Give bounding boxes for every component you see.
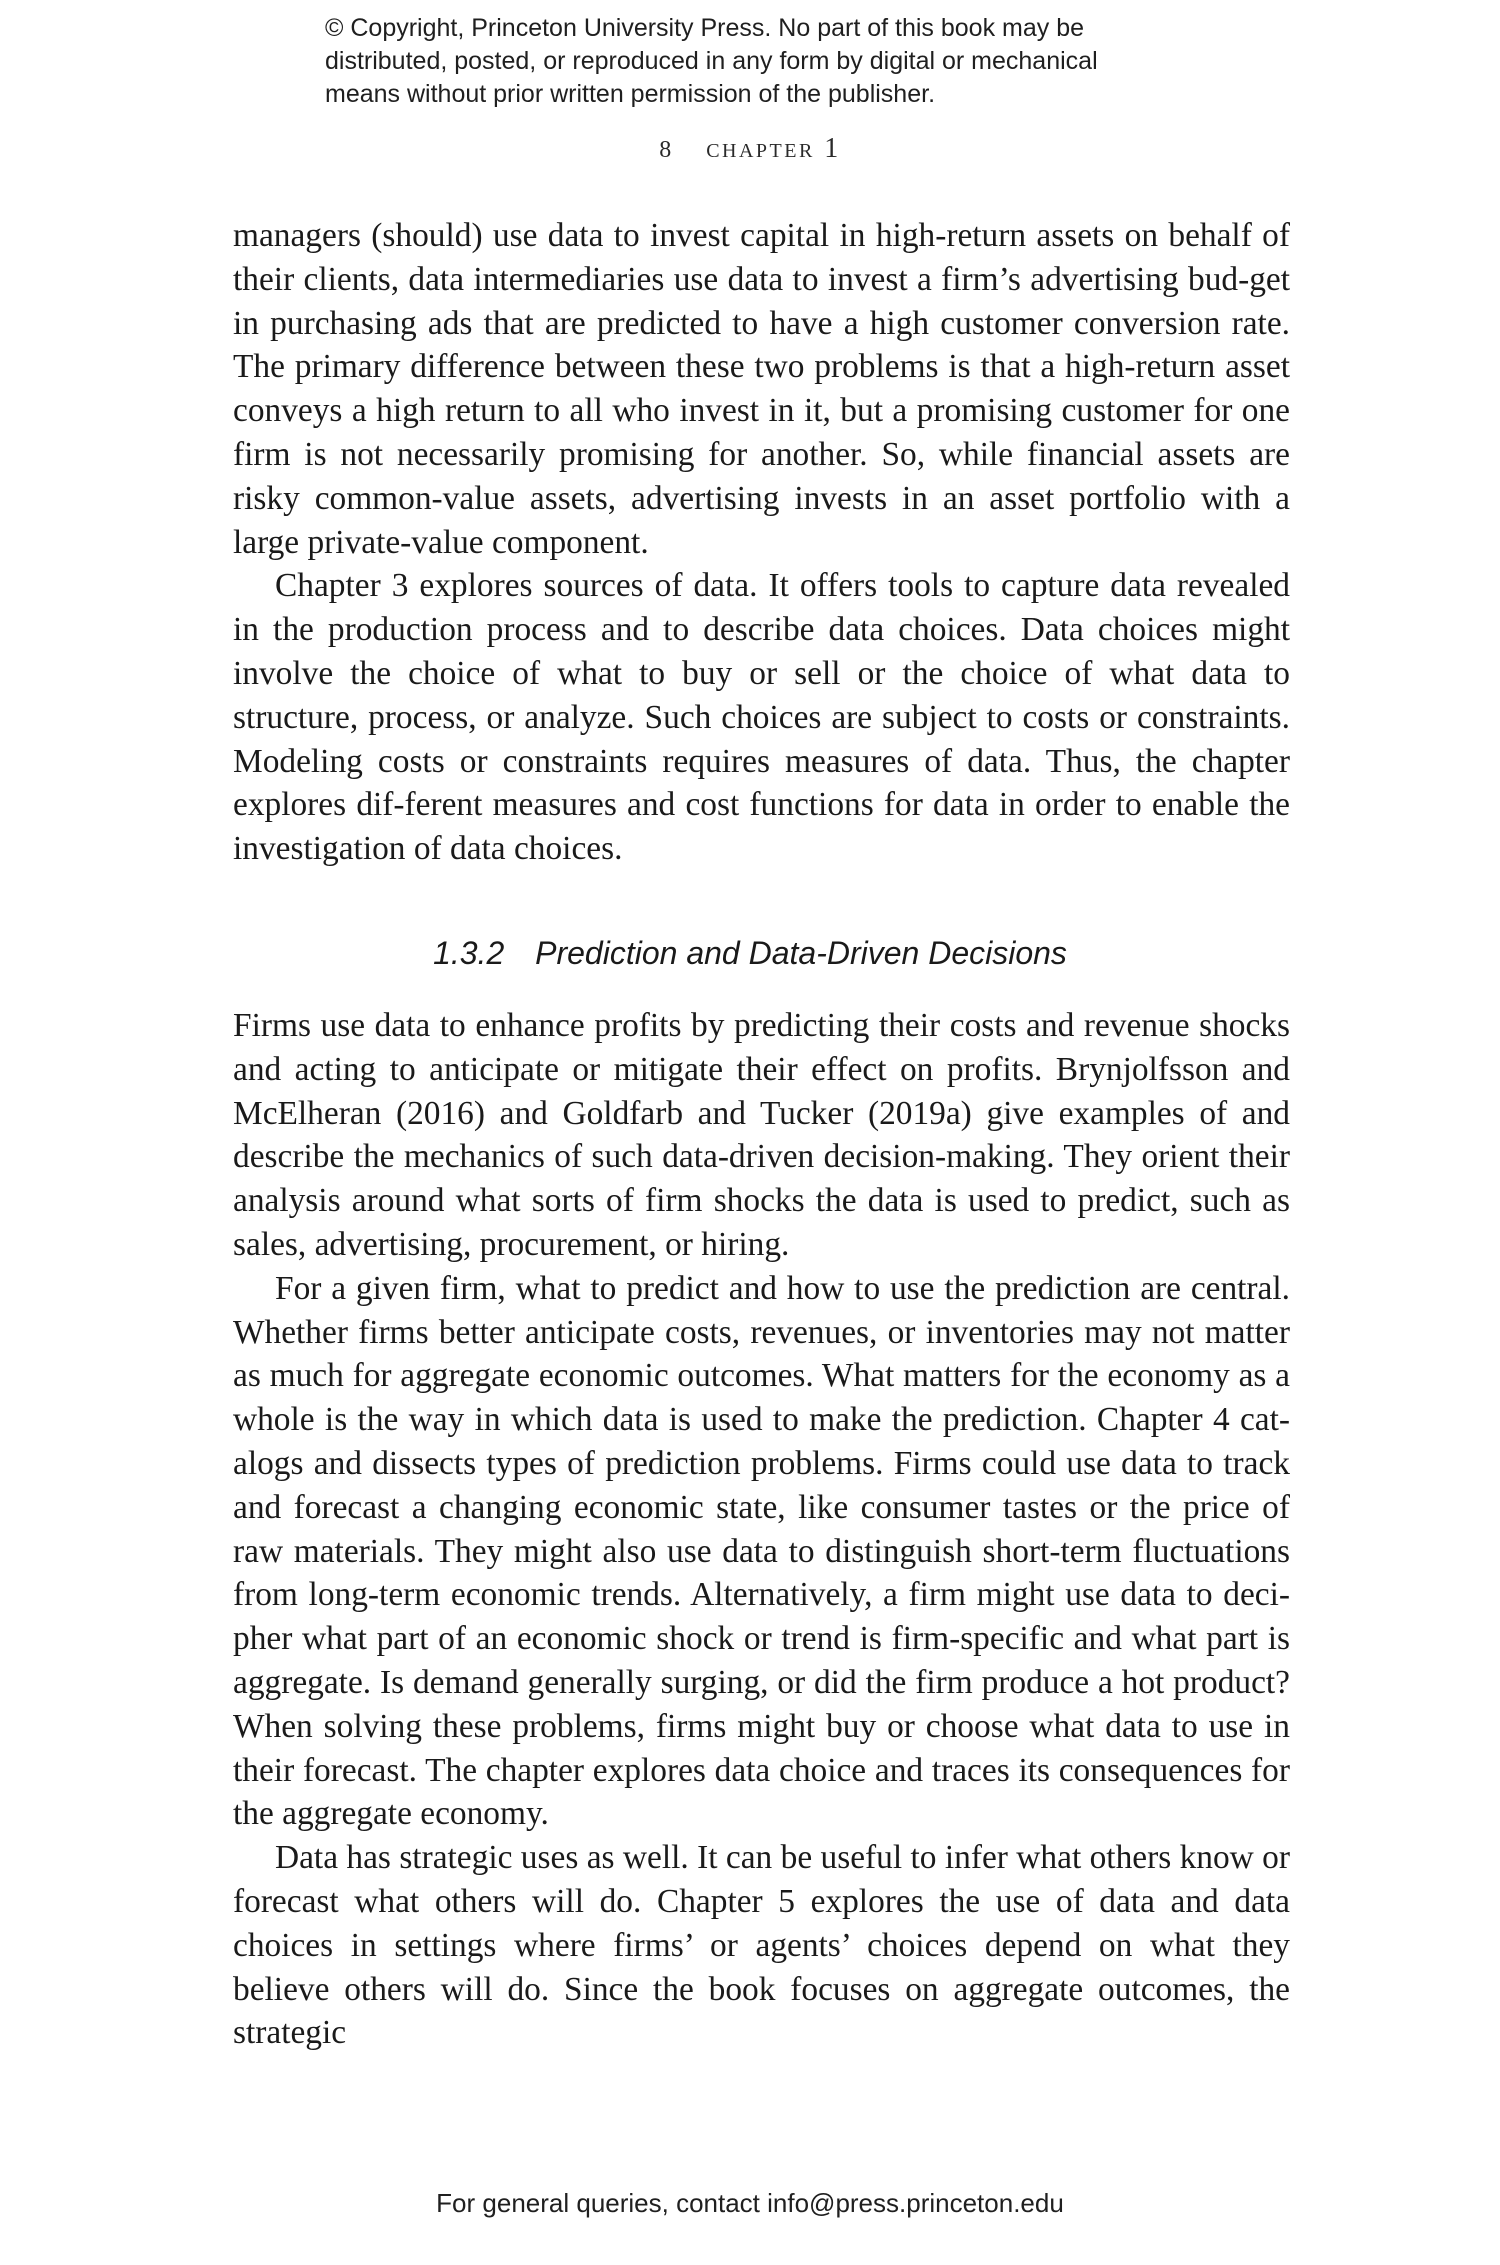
section-title: Prediction and Data-Driven Decisions [535, 935, 1067, 971]
text-block-2 [233, 1004, 1290, 2055]
text-block-1 [233, 214, 1290, 871]
paragraph: Data has strategic uses as well. It can be useful to infer what others know or forecast what others will do. Chapter 5 explores the use of data and data choices in settings where firms’ or agents’ choices depend on what they believe others will do. Since the book focuses on aggregate outcomes, the strategic [233, 1839, 1290, 2052]
section-number: 1.3.2 [433, 935, 505, 971]
page-number: 8 [659, 137, 674, 163]
chapter-label: chapter 1 [706, 133, 841, 164]
paragraph: For a given firm, what to predict and how to use the prediction are central. Whether firms better anticipate costs, revenues, or inventories may not matter as much for aggregate economic outcomes. What matters for the economy as a whole is the way in which data is used to make the prediction. Chapter 4 cat-alogs and dissects types of prediction problems. Firms could use data to track and forecast a changing economic state, like consumer tastes or the price of raw materials. They might also use data to distinguish short-term fluctuations from long-term economic trends. Alternatively, a firm might use data to deci-pher what part of an economic shock or trend is firm-specific and what part is aggregate. Is demand generally surging, or did the firm produce a hot product? When solving these problems, firms might buy or choose what data to use in their forecast. The chapter explores data choice and traces its consequences for the aggregate economy. [233, 1269, 1290, 1833]
copyright-line-3: means without prior written permission of the publisher. [325, 80, 936, 108]
footer-contact: For general queries, contact info@press.princeton.edu [436, 2188, 1064, 2218]
copyright-line-2: distributed, posted, or reproduced in any form by digital or mechanical [325, 47, 1098, 75]
paragraph: Firms use data to enhance profits by predicting their costs and revenue shocks and acting to anticipate or mitigate their effect on profits. Brynjolfsson and McElheran (2016) and Goldfarb and Tucker (2019a) give examples of and describe the mechanics of such data-driven decision-making. They orient their analysis around what sorts of firm shocks the data is used to predict, such as sales, advertising, procurement, or hiring. [233, 1007, 1290, 1263]
copyright-notice [325, 12, 1225, 111]
copyright-line-1: © Copyright, Princeton University Press. No part of this book may be [325, 14, 1085, 42]
paragraph: managers (should) use data to invest capital in high-return assets on behalf of their clients, data intermediaries use data to invest a firm’s advertising bud-get in purchasing ads that are predicted to have a high customer conversion rate. The primary difference between these two problems is that a high-return asset conveys a high return to all who invest in it, but a promising customer for one firm is not necessarily promising for another. So, while financial assets are risky common-value assets, advertising invests in an asset portfolio with a large private-value component. [233, 217, 1290, 561]
paragraph: Chapter 3 explores sources of data. It offers tools to capture data revealed in the production process and to describe data choices. Data choices might involve the choice of what to buy or sell or the choice of what data to structure, process, or analyze. Such choices are subject to costs or constraints. Modeling costs or constraints requires measures of data. Thus, the chapter explores dif-ferent measures and cost functions for data in order to enable the investigation of data choices. [233, 567, 1290, 868]
section-heading [0, 935, 1500, 972]
running-head [0, 133, 1500, 165]
